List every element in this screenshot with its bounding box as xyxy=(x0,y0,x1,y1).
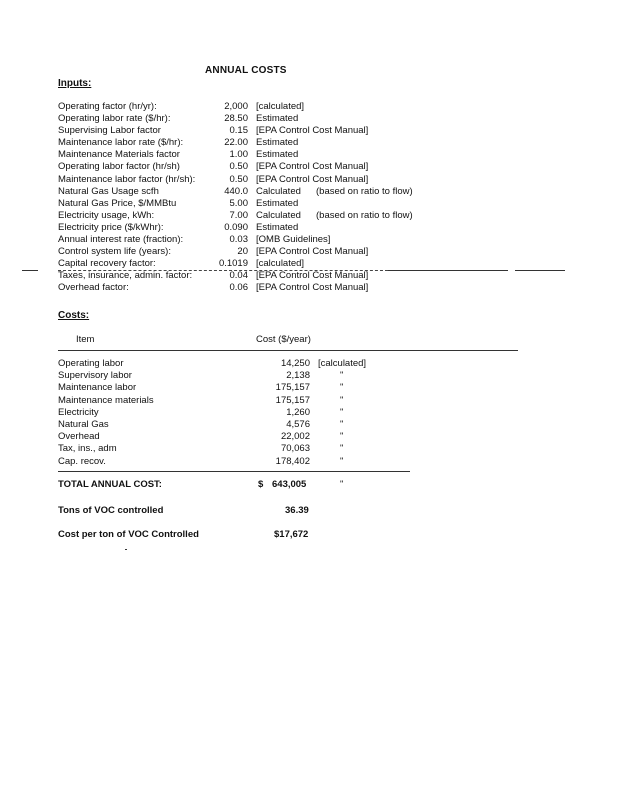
input-note: [EPA Control Cost Manual] xyxy=(256,161,369,173)
inputs-heading: Inputs: xyxy=(58,78,92,89)
scan-line-dashed xyxy=(58,270,388,271)
cost-label: Cap. recov. xyxy=(58,455,106,467)
costs-header-rule xyxy=(58,350,518,351)
input-note: Estimated xyxy=(256,221,299,233)
total-value: 643,005 xyxy=(272,479,307,490)
cost-value: 14,250 xyxy=(280,358,310,369)
input-row xyxy=(58,210,458,222)
input-label: Capital recovery factor: xyxy=(58,258,156,270)
input-row xyxy=(58,198,458,210)
cost-value: 1,260 xyxy=(286,406,310,418)
costs-list xyxy=(58,358,418,468)
input-note: Estimated xyxy=(256,137,299,149)
input-value: 1.00 xyxy=(229,149,248,161)
cost-note: " xyxy=(340,406,344,418)
input-label: Overhead factor: xyxy=(58,282,129,294)
costs-header-item: Item xyxy=(76,334,95,345)
input-value: 0.090 xyxy=(224,221,248,233)
input-row xyxy=(58,137,458,149)
input-row xyxy=(58,234,458,246)
input-value: 5.00 xyxy=(229,197,248,209)
input-row xyxy=(58,125,458,137)
total-currency: $ xyxy=(258,479,264,490)
input-value: 7.00 xyxy=(229,209,248,221)
cost-label: Natural Gas xyxy=(58,418,109,430)
cost-row xyxy=(58,419,418,431)
input-value: 2,000 xyxy=(224,101,248,112)
input-note: Calculated xyxy=(256,185,301,197)
input-label: Maintenance Materials factor xyxy=(58,149,180,161)
input-note: Calculated xyxy=(256,209,301,221)
input-note: [calculated] xyxy=(256,101,305,112)
input-row xyxy=(58,282,458,294)
input-label: Maintenance labor factor (hr/sh): xyxy=(58,173,196,185)
input-label: Supervising Labor factor xyxy=(58,125,161,137)
cost-row xyxy=(58,431,418,443)
scan-speck xyxy=(125,549,127,550)
cost-value: 175,157 xyxy=(275,382,310,394)
cost-value: 4,576 xyxy=(286,418,310,430)
input-label: Maintenance labor rate ($/hr): xyxy=(58,137,184,149)
cost-note: " xyxy=(340,382,344,394)
input-value: 0.1019 xyxy=(218,258,248,270)
input-label: Taxes, insurance, admin. factor: xyxy=(58,270,193,282)
page-title: ANNUAL COSTS xyxy=(205,65,287,76)
cost-row xyxy=(58,395,418,407)
scan-line-tail xyxy=(515,270,565,271)
cost-note: " xyxy=(340,431,344,443)
input-note: [OMB Guidelines] xyxy=(256,234,331,246)
cost-value: 22,002 xyxy=(280,431,310,443)
input-row xyxy=(58,161,458,173)
cost-note: " xyxy=(340,443,344,455)
input-note: [EPA Control Cost Manual] xyxy=(256,173,369,185)
input-value: 0.03 xyxy=(229,234,248,246)
input-note: Estimated xyxy=(256,113,299,125)
tons-label: Tons of VOC controlled xyxy=(58,505,164,516)
cost-value: 70,063 xyxy=(280,443,310,455)
input-row xyxy=(58,101,458,113)
scan-line-fragment xyxy=(22,270,38,271)
input-row xyxy=(58,113,458,125)
cost-row xyxy=(58,443,418,455)
cost-note: [calculated] xyxy=(318,358,367,369)
cost-label: Electricity xyxy=(58,406,99,418)
input-value: 22.00 xyxy=(224,137,248,149)
cost-per-ton-value: $17,672 xyxy=(274,529,309,540)
cost-row xyxy=(58,382,418,394)
input-value: 0.50 xyxy=(229,173,248,185)
input-note: Estimated xyxy=(256,149,299,161)
cost-note: " xyxy=(340,370,344,382)
cost-value: 178,402 xyxy=(275,455,310,467)
input-value: 0.04 xyxy=(229,270,248,282)
cost-value: 175,157 xyxy=(275,394,310,406)
tons-value: 36.39 xyxy=(285,505,309,516)
cost-label: Operating labor xyxy=(58,358,124,369)
input-label: Operating labor rate ($/hr): xyxy=(58,113,171,125)
costs-total-rule xyxy=(58,471,410,472)
input-note: [EPA Control Cost Manual] xyxy=(256,246,369,258)
input-row xyxy=(58,270,458,282)
input-value: 28.50 xyxy=(224,113,248,125)
input-value: 0.15 xyxy=(229,125,248,137)
cost-label: Overhead xyxy=(58,431,100,443)
input-note: [EPA Control Cost Manual] xyxy=(256,270,369,282)
scan-line-solid xyxy=(388,270,508,271)
cost-label: Maintenance labor xyxy=(58,382,137,394)
input-label: Electricity usage, kWh: xyxy=(58,209,155,221)
costs-header-cost: Cost ($/year) xyxy=(256,334,311,345)
cost-value: 2,138 xyxy=(286,370,310,382)
cost-note: " xyxy=(340,418,344,430)
input-label: Natural Gas Price, $/MMBtu xyxy=(58,197,177,209)
input-row xyxy=(58,174,458,186)
cost-label: Tax, ins., adm xyxy=(58,443,117,455)
input-note: [calculated] xyxy=(256,258,305,270)
total-note: " xyxy=(340,479,344,490)
inputs-list xyxy=(58,101,458,295)
input-note: [EPA Control Cost Manual] xyxy=(256,282,369,294)
input-label: Natural Gas Usage scfh xyxy=(58,185,159,197)
input-extra-note: (based on ratio to flow) xyxy=(316,185,413,197)
cost-row xyxy=(58,407,418,419)
input-label: Control system life (years): xyxy=(58,246,171,258)
cost-note: " xyxy=(340,455,344,467)
input-label: Operating labor factor (hr/sh) xyxy=(58,161,180,173)
input-value: 0.06 xyxy=(229,282,248,294)
input-label: Electricity price ($/kWhr): xyxy=(58,221,164,233)
input-extra-note: (based on ratio to flow) xyxy=(316,209,413,221)
input-note: [EPA Control Cost Manual] xyxy=(256,125,369,137)
input-note: Estimated xyxy=(256,197,299,209)
input-row xyxy=(58,149,458,161)
input-label: Annual interest rate (fraction): xyxy=(58,234,184,246)
input-row xyxy=(58,222,458,234)
costs-heading: Costs: xyxy=(58,310,90,321)
cost-note: " xyxy=(340,394,344,406)
cost-row xyxy=(58,456,418,468)
input-row xyxy=(58,246,458,258)
cost-label: Supervisory labor xyxy=(58,370,132,382)
input-value: 440.0 xyxy=(224,185,248,197)
cost-row xyxy=(58,358,418,370)
total-label: TOTAL ANNUAL COST: xyxy=(58,479,162,490)
input-value: 0.50 xyxy=(229,161,248,173)
cost-row xyxy=(58,370,418,382)
input-row xyxy=(58,258,458,270)
input-row xyxy=(58,186,458,198)
cost-label: Maintenance materials xyxy=(58,394,154,406)
cost-per-ton-label: Cost per ton of VOC Controlled xyxy=(58,529,199,540)
input-value: 20 xyxy=(237,246,248,258)
input-label: Operating factor (hr/yr): xyxy=(58,101,157,112)
